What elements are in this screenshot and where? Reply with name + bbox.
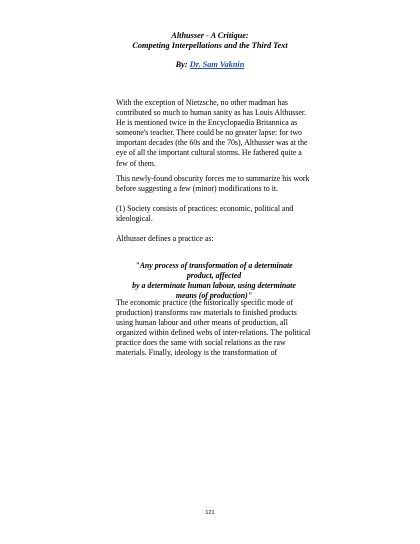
block-quote (116, 261, 312, 301)
document-title: Althusser - A Critique: (171, 31, 249, 40)
byline-prefix: By: (175, 60, 190, 69)
quote-line: means (of production)" (175, 291, 253, 301)
page-number: 121 (205, 510, 215, 516)
paragraph-practice-definition: Althusser defines a practice as: (116, 234, 214, 243)
paragraph-economic-practice: The economic practice (the historically specific mode of production) transforms raw materials to finished products using human labour and other means of production, all organized within defined webs of inter-relations. The political practice does the same with social relations as the raw materials. Finally, ideology is the transformation of (116, 298, 311, 358)
quote-line: by a determinate human labour, using determinate (132, 281, 296, 291)
paragraph-society-practices: (1) Society consists of practices: economic, political and ideological. (116, 204, 294, 224)
byline (0, 60, 420, 70)
quote-line: "Any process of transformation of a determinate (135, 261, 293, 270)
quote-line: product, affected (186, 271, 242, 281)
document-subtitle: Competing Interpellations and the Third Text (132, 41, 288, 50)
author-link[interactable]: Dr. Sam Vaknin (189, 60, 245, 69)
paragraph-intro: With the exception of Nietzsche, no other madman has contributed so much to human sanity as has Louis Althusser. He is mentioned twice in the Encyclopaedia Britannica as someone's teacher. There could be no greater lapse: for two important decades (the 60s and the 70s), Althusser was at the eye of all the important cultural storms. He fathered quite a few of them. (116, 98, 308, 168)
paragraph-summary: This newly-found obscurity forces me to summarize his work before suggesting a few (minor) modifications to it. (116, 174, 310, 194)
